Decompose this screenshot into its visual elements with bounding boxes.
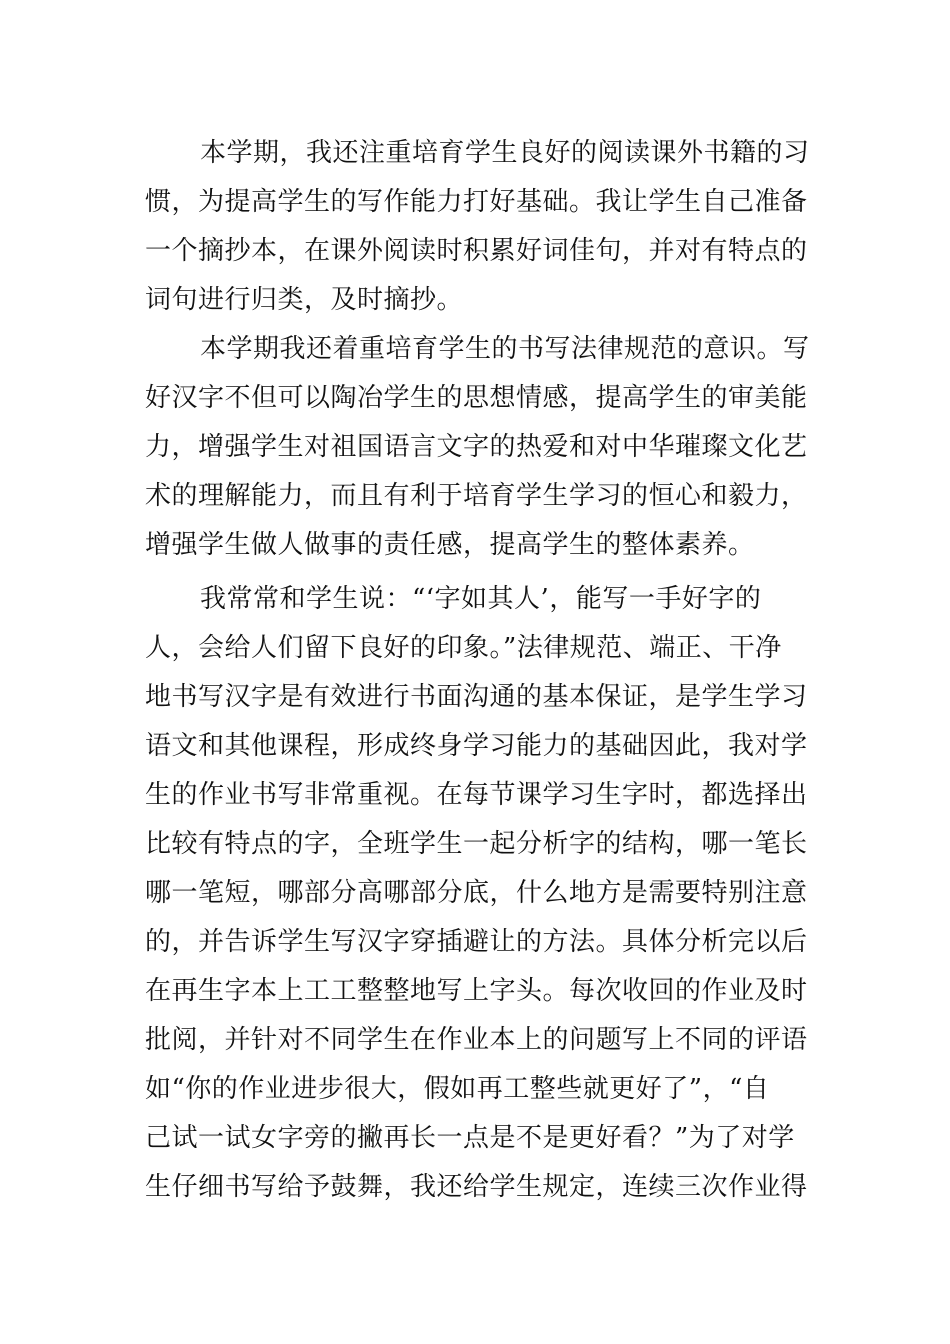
text-line: 批阅，并针对不同学生在作业本上的问题写上不同的评语 bbox=[145, 1025, 808, 1055]
text-line: 生的作业书写非常重视。在每节课学习生字时，都选择出 bbox=[145, 780, 808, 810]
text-line: 术的理解能力，而且有利于培育学生学习的恒心和毅力， bbox=[145, 481, 808, 511]
text-line: 在再生字本上工工整整地写上字头。每次收回的作业及时 bbox=[145, 976, 808, 1006]
text-line: 生仔细书写给予鼓舞，我还给学生规定，连续三次作业得 bbox=[145, 1172, 808, 1202]
text-line: 我常常和学生说：“‘字如其人’，能写一手好字的 bbox=[200, 584, 762, 614]
text-line: 词句进行归类，及时摘抄。 bbox=[145, 285, 464, 315]
text-line: 比较有特点的字，全班学生一起分析字的结构，哪一笔长 bbox=[145, 829, 808, 859]
text-line: 己试一试女字旁的撇再长一点是不是更好看？”为了对学 bbox=[145, 1123, 795, 1153]
text-line: 增强学生做人做事的责任感，提高学生的整体素养。 bbox=[145, 530, 755, 560]
text-line: 哪一笔短，哪部分高哪部分底，什么地方是需要特别注意 bbox=[145, 878, 808, 908]
text-line: 本学期我还着重培育学生的书写法律规范的意识。写 bbox=[200, 334, 810, 364]
text-line: 本学期，我还注重培育学生良好的阅读课外书籍的习 bbox=[200, 138, 810, 168]
text-line: 力，增强学生对祖国语言文字的热爱和对中华璀璨文化艺 bbox=[145, 432, 808, 462]
text-line: 如“你的作业进步很大，假如再工整些就更好了”，“自 bbox=[145, 1074, 770, 1104]
text-line: 的，并告诉学生写汉字穿插避让的方法。具体分析完以后 bbox=[145, 927, 808, 957]
text-line: 一个摘抄本，在课外阅读时积累好词佳句，并对有特点的 bbox=[145, 236, 808, 266]
text-line: 人，会给人们留下良好的印象。”法律规范、端正、干净 bbox=[145, 633, 782, 663]
text-line: 语文和其他课程，形成终身学习能力的基础因此，我对学 bbox=[145, 731, 808, 761]
text-line: 地书写汉字是有效进行书面沟通的基本保证，是学生学习 bbox=[145, 682, 808, 712]
text-line: 惯，为提高学生的写作能力打好基础。我让学生自己准备 bbox=[145, 187, 808, 217]
text-line: 好汉字不但可以陶冶学生的思想情感，提高学生的审美能 bbox=[145, 383, 808, 413]
